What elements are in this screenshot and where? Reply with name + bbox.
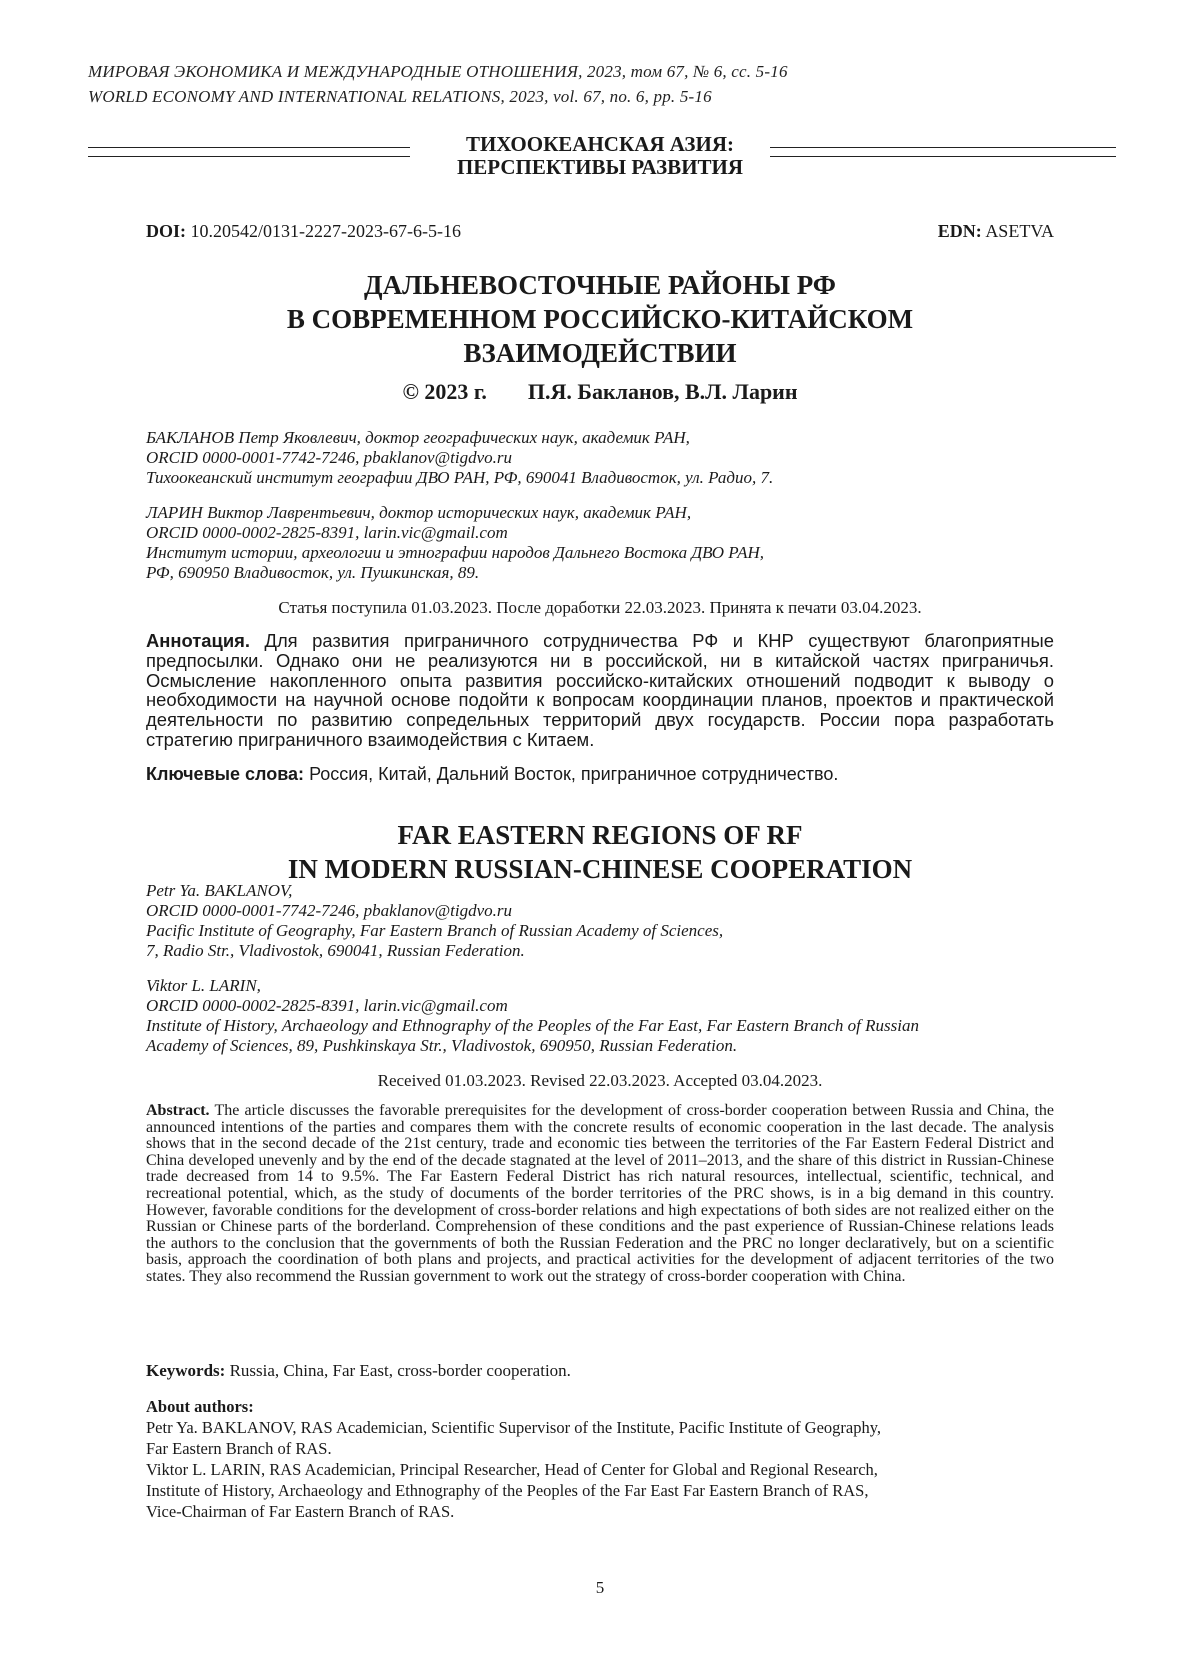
edn-label: EDN: — [938, 221, 982, 241]
affiliation-line: 7, Radio Str., Vladivostok, 690041, Russian Federation. — [146, 941, 1126, 961]
keywords-ru-text: Россия, Китай, Дальний Восток, приграничное сотрудничество. — [309, 764, 838, 784]
about-authors-line: Petr Ya. BAKLANOV, RAS Academician, Scientific Supervisor of the Institute, Pacific Institute of Geography, — [146, 1417, 1066, 1438]
affiliation-en-baklanov — [146, 881, 1126, 961]
received-en: Received 01.03.2023. Revised 22.03.2023. Accepted 03.04.2023. — [0, 1071, 1200, 1091]
section-title — [0, 133, 1200, 179]
affiliation-ru-baklanov — [146, 428, 1126, 488]
affiliation-line: РФ, 690950 Владивосток, ул. Пушкинская, 89. — [146, 563, 1126, 583]
about-authors-line: Far Eastern Branch of RAS. — [146, 1438, 1066, 1459]
affiliation-line: Институт истории, археологии и этнографии народов Дальнего Востока ДВО РАН, — [146, 543, 1126, 563]
title-en-line2: IN MODERN RUSSIAN-CHINESE COOPERATION — [0, 852, 1200, 886]
edn — [938, 221, 1054, 242]
keywords-en — [146, 1361, 1054, 1381]
about-authors-line: Viktor L. LARIN, RAS Academician, Principal Researcher, Head of Center for Global and Regional Research, — [146, 1459, 1066, 1480]
author-names-ru: П.Я. Бакланов, В.Л. Ларин — [528, 379, 798, 405]
title-ru-line2: В СОВРЕМЕННОМ РОССИЙСКО-КИТАЙСКОМ — [0, 302, 1200, 336]
journal-header-en: WORLD ECONOMY AND INTERNATIONAL RELATIONS, 2023, vol. 67, no. 6, pp. 5-16 — [88, 87, 712, 107]
doi — [146, 221, 461, 242]
affiliation-line: Institute of History, Archaeology and Ethnography of the Peoples of the Far East, Far Eastern Branch of Russian — [146, 1016, 1126, 1036]
section-title-line1: ТИХООКЕАНСКАЯ АЗИЯ: — [0, 133, 1200, 156]
abstract-ru — [146, 631, 1054, 750]
about-authors-line: Institute of History, Archaeology and Ethnography of the Peoples of the Far East Far Eastern Branch of RAS, — [146, 1480, 1066, 1501]
affiliation-orcid[interactable]: ORCID 0000-0002-2825-8391, larin.vic@gmail.com — [146, 523, 1126, 543]
edn-value: ASETVA — [985, 221, 1054, 241]
about-authors-line: Vice-Chairman of Far Eastern Branch of RAS. — [146, 1501, 1066, 1522]
keywords-ru-label: Ключевые слова: — [146, 764, 304, 784]
section-title-line2: ПЕРСПЕКТИВЫ РАЗВИТИЯ — [0, 156, 1200, 179]
affiliation-line: БАКЛАНОВ Петр Яковлевич, доктор географических наук, академик РАН, — [146, 428, 1126, 448]
affiliation-orcid[interactable]: ORCID 0000-0002-2825-8391, larin.vic@gmail.com — [146, 996, 1126, 1016]
affiliation-line: Pacific Institute of Geography, Far Eastern Branch of Russian Academy of Sciences, — [146, 921, 1126, 941]
affiliation-line: Petr Ya. BAKLANOV, — [146, 881, 1126, 901]
title-ru-line3: ВЗАИМОДЕЙСТВИИ — [0, 336, 1200, 370]
page-number: 5 — [0, 1578, 1200, 1598]
copyright-year: © 2023 г. — [402, 379, 486, 405]
doi-label: DOI: — [146, 221, 186, 241]
doi-value[interactable]: 10.20542/0131-2227-2023-67-6-5-16 — [191, 221, 461, 241]
abstract-en — [146, 1103, 1054, 1286]
affiliation-orcid[interactable]: ORCID 0000-0001-7742-7246, pbaklanov@tigdvo.ru — [146, 448, 1126, 468]
affiliation-orcid[interactable]: ORCID 0000-0001-7742-7246, pbaklanov@tigdvo.ru — [146, 901, 1126, 921]
abstract-en-text: The article discusses the favorable prerequisites for the development of cross-border cooperation between Russia and China, the announced intentions of the parties and compares them with the concrete results of economic cooperation in the last decade. The analysis shows that in the second decade of the 21st century, trade and economic ties between the territories of the Far Eastern Federal District and China developed unevenly and by the end of the decade stagnated at the level of 2011–2013, and the share of this district in Russian-Chinese trade decreased from 14 to 9.5%. The Far Eastern Federal District has rich natural resources, intellectual, scientific, technical, and recreational potential, which, as the study of documents of the border territories of the PRC shows, is in a big demand in this country. However, favorable conditions for the development of cross-border relations and high expectations of both sides are not realized either on the Russian or Chinese parts of the borderland. Comprehension of these conditions and the past experience of Russian-Chinese relations leads the authors to the conclusion that the governments of both the Russian Federation and the PRC no longer declaratively, but on a scientific basis, approach the coordination of both plans and projects, and practical activities for the development of adjacent territories of the two states. They also recommend the Russian government to work out the strategy of cross-border cooperation with China. — [146, 1102, 1054, 1285]
affiliation-line: Viktor L. LARIN, — [146, 976, 1126, 996]
title-ru-line1: ДАЛЬНЕВОСТОЧНЫЕ РАЙОНЫ РФ — [0, 268, 1200, 302]
authors-ru — [0, 379, 1200, 405]
keywords-en-label: Keywords: — [146, 1361, 225, 1380]
keywords-en-text: Russia, China, Far East, cross-border cooperation. — [230, 1361, 571, 1380]
title-ru — [0, 268, 1200, 370]
title-en-line1: FAR EASTERN REGIONS OF RF — [0, 818, 1200, 852]
affiliation-ru-larin — [146, 503, 1126, 583]
received-ru: Статья поступила 01.03.2023. После доработки 22.03.2023. Принята к печати 03.04.2023. — [0, 598, 1200, 618]
keywords-ru — [146, 764, 1054, 785]
abstract-ru-text: Для развития приграничного сотрудничества РФ и КНР существуют благоприятные предпосылки. Однако они не реализуются ни в российской, ни в китайской частях приграничья. Осмысление накопленного опыта развития российско-китайских отношений подводит к выводу о необходимости на научной основе подойти к вопросам координации планов, проектов и практической деятельности по развитию сопредельных территорий двух государств. России пора разработать стратегию приграничного взаимодействия с Китаем. — [146, 630, 1054, 750]
journal-page — [0, 0, 1200, 1669]
affiliation-line: Academy of Sciences, 89, Pushkinskaya Str., Vladivostok, 690950, Russian Federation. — [146, 1036, 1126, 1056]
title-en — [0, 818, 1200, 886]
journal-header-ru: МИРОВАЯ ЭКОНОМИКА И МЕЖДУНАРОДНЫЕ ОТНОШЕНИЯ, 2023, том 67, № 6, сс. 5-16 — [88, 62, 788, 82]
affiliation-line: Тихоокеанский институт географии ДВО РАН, РФ, 690041 Владивосток, ул. Радио, 7. — [146, 468, 1126, 488]
about-authors — [146, 1396, 1066, 1522]
abstract-en-label: Abstract. — [146, 1102, 210, 1119]
affiliation-en-larin — [146, 976, 1126, 1056]
affiliation-line: ЛАРИН Виктор Лаврентьевич, доктор исторических наук, академик РАН, — [146, 503, 1126, 523]
abstract-ru-label: Аннотация. — [146, 630, 250, 651]
about-authors-heading: About authors: — [146, 1396, 1066, 1417]
